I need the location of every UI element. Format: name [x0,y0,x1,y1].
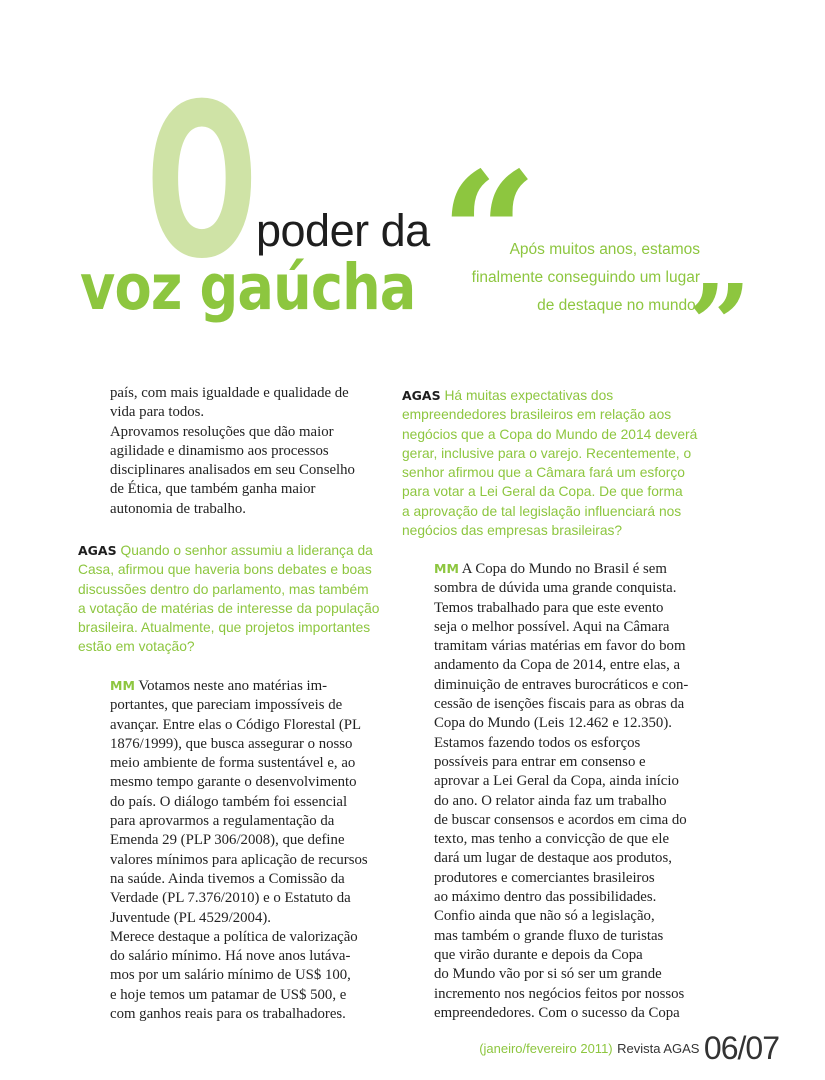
text-line: que virão durante e depois da Copa [434,946,643,963]
left-intro-paragraph [110,384,355,519]
text-line: Juventude (PL 4529/2004). [110,909,271,926]
open-quote-mark: “ [440,135,538,335]
text-line: estão em votação? [78,639,195,655]
text-line: Casa, afirmou que haveria bons debates e boas [78,562,372,578]
text-line: mas também o grande fluxo de turistas [434,927,664,944]
text-line: do salário mínimo. Há nove anos lutáva- [110,948,351,965]
text-line: brasileira. Atualmente, que projetos importantes [78,620,371,636]
text-line: disciplinares analisados em seu Conselho [110,462,355,479]
text-line: para votar a Lei Geral da Copa. De que forma [402,484,683,500]
text-line: mesmo tempo garante o desenvolvimento [110,774,357,791]
text-line: agilidade e dinamismo aos processos [110,442,329,459]
text-line: de buscar consensos e acordos em cima do [434,811,687,828]
text-line: vida para todos. [110,404,205,421]
text-line: seja o melhor possível. Aqui na Câmara [434,618,670,635]
right-answer [434,559,688,1023]
title-line-1: poder da [256,205,430,256]
text-line: valores mínimos para aplicação de recursos [110,851,368,868]
text-line: empreendedores brasileiros em relação aos [402,407,672,423]
text-line: tramitam várias matérias em favor do bom [434,638,686,655]
text-line: produtores e comerciantes brasileiros [434,869,655,886]
text-line: 1876/1999), que busca assegurar o nosso [110,735,353,752]
mm-tag: MM [110,678,135,693]
pull-quote [470,236,700,320]
right-question [402,386,697,540]
close-quote-mark: ” [688,260,752,389]
text-line: cessão de isenções fiscais para as obras da [434,696,685,713]
text-line: senhor afirmou que a Câmara fará um esforço [402,465,685,481]
text-line: Confio ainda que não só a legislação, [434,908,655,925]
text-line: negócios das empresas brasileiras? [402,523,623,539]
text-line: de Ética, que também ganha maior [110,481,316,498]
text-line: portantes, que pareciam impossíveis de [110,697,343,714]
page-numbers: 06/07 [703,1030,779,1066]
text-line: possíveis para entrar em consenso e [434,753,646,770]
text-line: Verdade (PL 7.376/2010) e o Estatuto da [110,890,351,907]
text-line: Temos trabalhado para que este evento [434,599,664,616]
pull-quote-line: finalmente conseguindo um lugar [471,269,700,286]
text-line: diminuição de entraves burocráticos e con- [434,676,689,693]
mm-tag: MM [434,561,459,576]
text-line: para aprovarmos a regulamentação da [110,813,335,830]
text-line: empreendedores. Com o sucesso da Copa [434,1004,680,1021]
title-big-letter: O [146,58,256,305]
text-line: dará um lugar de destaque aos produtos, [434,850,672,867]
issue-date: (janeiro/fevereiro 2011) [479,1041,613,1056]
text-line: a votação de matérias de interesse da população [78,600,380,616]
text-line: do país. O diálogo também foi essencial [110,793,348,810]
text-line: a aprovação de tal legislação influenciará nos [402,503,682,519]
left-answer [110,676,368,1024]
text-line: Votamos neste ano matérias im- [138,678,328,694]
text-line: Estamos fazendo todos os esforços [434,734,641,751]
text-line: na saúde. Ainda tivemos a Comissão da [110,870,345,887]
pull-quote-line: de destaque no mundo. [537,297,700,314]
text-line: com ganhos reais para os trabalhadores. [110,1006,346,1023]
text-line: Merece destaque a política de valorização [110,928,358,945]
title-line-2: voz gaúcha [80,251,416,324]
text-line: aprovar a Lei Geral da Copa, ainda início [434,773,679,790]
page-footer [479,1032,779,1064]
magazine-name: Revista AGAS [617,1041,700,1056]
text-line: do Mundo vão por si só ser um grande [434,966,662,983]
text-line: incremento nos negócios feitos por nossos [434,985,685,1002]
agas-tag: AGAS [78,543,117,558]
text-line: sombra de dúvida uma grande conquista. [434,580,677,597]
text-line: autonomia de trabalho. [110,500,247,517]
text-line: Quando o senhor assumiu a liderança da [120,543,373,558]
text-line: discussões dentro do parlamento, mas também [78,581,369,597]
text-line: Emenda 29 (PLP 306/2008), que define [110,832,345,849]
pull-quote-line: Após muitos anos, estamos [509,241,700,258]
text-line: país, com mais igualdade e qualidade de [110,385,349,401]
agas-tag: AGAS [402,388,441,403]
text-line: andamento da Copa de 2014, entre elas, a [434,657,681,674]
text-line: do ano. O relator ainda faz um trabalho [434,792,667,809]
text-line: negócios que a Copa do Mundo de 2014 deverá [402,426,698,442]
text-line: texto, mas tenho a convicção de que ele [434,831,670,848]
text-line: avançar. Entre elas o Código Florestal (PL [110,716,362,733]
left-question [78,541,379,657]
text-line: Aprovamos resoluções que dão maior [110,423,334,440]
text-line: Copa do Mundo (Leis 12.462 e 12.350). [434,715,672,732]
text-line: e hoje temos um patamar de US$ 500, e [110,986,347,1003]
text-line: A Copa do Mundo no Brasil é sem [461,561,667,577]
text-line: ao máximo dentro das possibilidades. [434,889,657,906]
text-line: meio ambiente de forma sustentável e, ao [110,755,356,772]
text-line: mos por um salário mínimo de US$ 100, [110,967,351,984]
text-line: gerar, inclusive para o varejo. Recentemente, o [402,445,692,461]
text-line: Há muitas expectativas dos [444,388,614,403]
